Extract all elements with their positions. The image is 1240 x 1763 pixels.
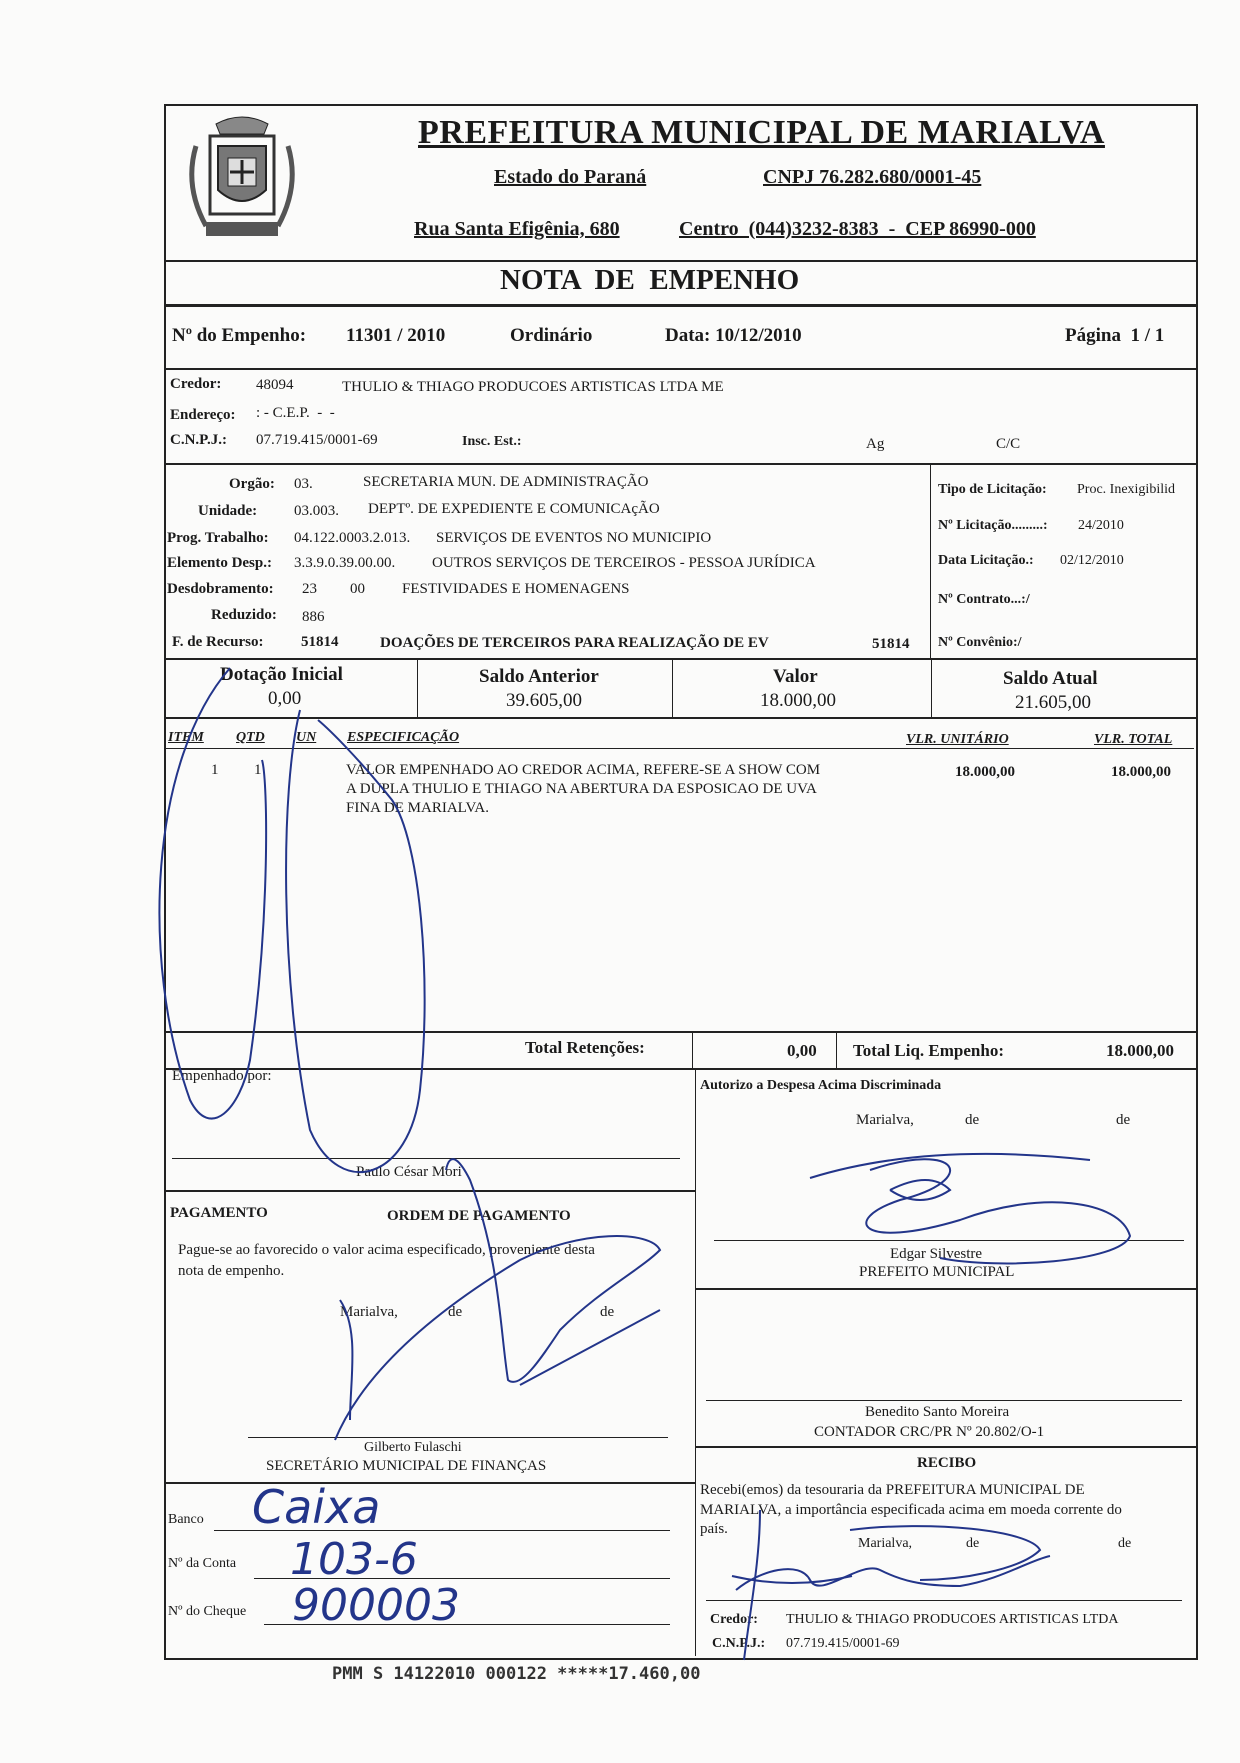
item-number: 1 [211,762,219,778]
orgao-label: Orgão: [229,476,275,492]
col-qtd-header: QTD [236,730,265,745]
item-unit-value: 18.000,00 [955,764,1015,780]
divider [164,1190,696,1192]
desdobramento-sub: 00 [350,581,365,597]
header-cnpj: CNPJ 76.282.680/0001-45 [763,166,982,188]
cheque-label: Nº do Cheque [168,1604,247,1619]
col-unit-header: VLR. UNITÁRIO [906,732,1009,747]
unidade-code: 03.003. [294,503,339,519]
divider [164,463,1196,465]
item-description-line1: VALOR EMPENHADO AO CREDOR ACIMA, REFERE-SE A SHOW COM [346,762,821,778]
divider [930,464,931,658]
signature-line [706,1400,1182,1401]
divider [836,1032,837,1068]
recibo-cnpj-label: C.N.P.J.: [712,1636,766,1651]
coat-of-arms-icon [166,106,316,256]
authentication-stamp: PMM S 14122010 000122 *****17.460,00 [332,1664,701,1684]
divider [931,659,932,717]
valor-label: Valor [773,666,818,687]
col-item-header: ITEM [168,730,204,745]
divider [164,260,1196,262]
col-espec-header: ESPECIFICAÇÃO [347,730,460,745]
recibo-de-1: de [966,1536,980,1551]
recibo-title: RECIBO [917,1455,977,1471]
elemento-name: OUTROS SERVIÇOS DE TERCEIROS - PESSOA JURÍDICA [432,555,816,571]
recibo-cnpj: 07.719.415/0001-69 [786,1636,900,1651]
endereco-value: : - C.E.P. - - [256,405,335,421]
licitacao-number-label: Nº Licitação.........: [938,518,1048,533]
orgao-code: 03. [294,476,313,492]
cheque-handwritten: 900003 [292,1580,460,1631]
desdobramento-label: Desdobramento: [167,581,274,597]
cnpj-label: C.N.P.J.: [170,432,227,448]
col-un-header: UN [296,730,317,745]
total-liquido-value: 18.000,00 [1106,1041,1174,1060]
prog-code: 04.122.0003.2.013. [294,530,411,546]
recurso-code: 51814 [301,634,339,650]
licitacao-type-label: Tipo de Licitação: [938,482,1047,497]
recibo-text-line2: MARIALVA, a importância especificada acima em moeda corrente do [700,1502,1122,1518]
item-total-value: 18.000,00 [1111,764,1171,780]
recibo-place: Marialva, [858,1536,913,1551]
recurso-code-2: 51814 [872,636,910,652]
convenio-label: Nº Convênio:/ [938,635,1022,650]
divider [692,1032,693,1068]
page-number: Página 1 / 1 [1065,325,1165,346]
divider [164,748,1194,749]
orgao-name: SECRETARIA MUN. DE ADMINISTRAÇÃO [363,474,649,490]
prog-label: Prog. Trabalho: [167,530,269,546]
autorizo-place: Marialva, [856,1112,914,1128]
divider [672,659,673,717]
recibo-de-2: de [1118,1536,1132,1551]
empenho-date: Data: 10/12/2010 [665,325,802,346]
document-title: NOTA DE EMPENHO [500,264,800,296]
divider [695,1069,696,1656]
divider [164,1482,696,1484]
contador-name: Benedito Santo Moreira [865,1404,1010,1420]
dotacao-inicial-label: Dotação Inicial [220,664,343,685]
recibo-credor-label: Credor: [710,1612,758,1627]
empenhado-signer: Paulo César Mori [356,1164,462,1180]
divider [164,717,1196,719]
divider [696,1288,1196,1290]
divider [696,1446,1196,1448]
recibo-text-line1: Recebi(emos) da tesouraria da PREFEITURA MUNICIPAL DE [700,1482,1085,1498]
divider [164,304,1196,307]
saldo-anterior-label: Saldo Anterior [479,666,599,687]
header-address: Rua Santa Efigênia, 680 [414,218,620,240]
credor-code: 48094 [256,377,294,393]
empenho-number-label: Nº do Empenho: [172,325,307,346]
empenho-type: Ordinário [510,325,593,346]
banco-label: Banco [168,1512,204,1527]
recibo-credor-name: THULIO & THIAGO PRODUCOES ARTISTICAS LTDA [786,1612,1119,1627]
autorizo-de-1: de [965,1112,980,1128]
licitacao-type: Proc. Inexigibilid [1077,482,1175,497]
unidade-label: Unidade: [198,503,258,519]
contrato-label: Nº Contrato...:/ [938,592,1030,607]
valor-value: 18.000,00 [760,690,836,711]
pagamento-text-line1: Pague-se ao favorecido o valor acima especificado, proveniente desta [178,1242,595,1258]
cc-label: C/C [996,436,1021,452]
pagamento-de-1: de [448,1304,463,1320]
signature-line [172,1158,680,1159]
pagamento-de-2: de [600,1304,615,1320]
conta-label: Nº da Conta [168,1556,237,1571]
reduzido-label: Reduzido: [211,607,277,623]
state-name: Estado do Paraná [494,166,647,188]
recurso-label: F. de Recurso: [172,634,264,650]
elemento-label: Elemento Desp.: [167,555,272,571]
item-description-line3: FINA DE MARIALVA. [346,800,489,816]
saldo-anterior-value: 39.605,00 [506,690,582,711]
autorizo-de-2: de [1116,1112,1131,1128]
endereco-label: Endereço: [170,407,236,423]
reduzido-value: 886 [302,609,325,625]
item-description-line2: A DUPLA THULIO E THIAGO NA ABERTURA DA ESPOSICAO DE UVA [346,781,817,797]
desdobramento-name: FESTIVIDADES E HOMENAGENS [402,581,630,597]
divider [164,658,1196,660]
unidade-name: DEPTº. DE EXPEDIENTE E COMUNICAçÃO [368,501,660,517]
signature-line [714,1240,1184,1241]
dotacao-inicial-value: 0,00 [268,688,302,709]
prefeito-name: Edgar Silvestre [890,1246,983,1262]
header-contact: Centro (044)3232-8383 - CEP 86990-000 [679,218,1036,240]
pagamento-text-line2: nota de empenho. [178,1263,285,1279]
municipality-title: PREFEITURA MUNICIPAL DE MARIALVA [418,114,1105,151]
licitacao-date-label: Data Licitação.: [938,553,1034,568]
recibo-text-line3: país. [700,1521,728,1537]
retencoes-value: 0,00 [787,1041,817,1060]
credor-name: THULIO & THIAGO PRODUCOES ARTISTICAS LTDA ME [342,379,724,395]
total-liquido-label: Total Liq. Empenho: [853,1041,1004,1060]
prog-name: SERVIÇOS DE EVENTOS NO MUNICIPIO [436,530,712,546]
ag-label: Ag [866,436,885,452]
licitacao-date: 02/12/2010 [1060,553,1124,568]
financas-role: SECRETÁRIO MUNICIPAL DE FINANÇAS [266,1458,547,1474]
empenhado-label: Empenhado por: [172,1068,272,1084]
prefeito-role: PREFEITO MUNICIPAL [859,1264,1015,1280]
financas-signer: Gilberto Fulaschi [364,1440,462,1455]
recurso-name: DOAÇÕES DE TERCEIROS PARA REALIZAÇÃO DE EV [380,635,769,651]
credor-cnpj: 07.719.415/0001-69 [256,432,378,448]
empenho-number: 11301 / 2010 [346,325,446,346]
autorizo-label: Autorizo a Despesa Acima Discriminada [700,1078,942,1093]
retencoes-label: Total Retenções: [525,1038,645,1057]
pagamento-place: Marialva, [340,1304,398,1320]
licitacao-number: 24/2010 [1078,518,1124,533]
contador-role: CONTADOR CRC/PR Nº 20.802/O-1 [814,1424,1045,1440]
signature-line [248,1437,668,1438]
divider [417,659,418,717]
desdobramento-code: 23 [302,581,317,597]
conta-handwritten: 103-6 [290,1534,418,1585]
insc-est-label: Insc. Est.: [462,434,522,449]
divider [164,1068,1196,1070]
credor-label: Credor: [170,376,222,392]
signature-line [706,1600,1182,1601]
saldo-atual-value: 21.605,00 [1015,692,1091,713]
col-total-header: VLR. TOTAL [1094,732,1173,747]
saldo-atual-label: Saldo Atual [1003,668,1098,689]
elemento-code: 3.3.9.0.39.00.00. [294,555,396,571]
pagamento-label: PAGAMENTO [170,1205,268,1221]
item-qty: 1 [254,762,262,778]
banco-handwritten: Caixa [252,1480,381,1534]
ordem-pagamento-label: ORDEM DE PAGAMENTO [387,1208,571,1224]
divider [164,1031,1196,1033]
divider [164,368,1196,370]
